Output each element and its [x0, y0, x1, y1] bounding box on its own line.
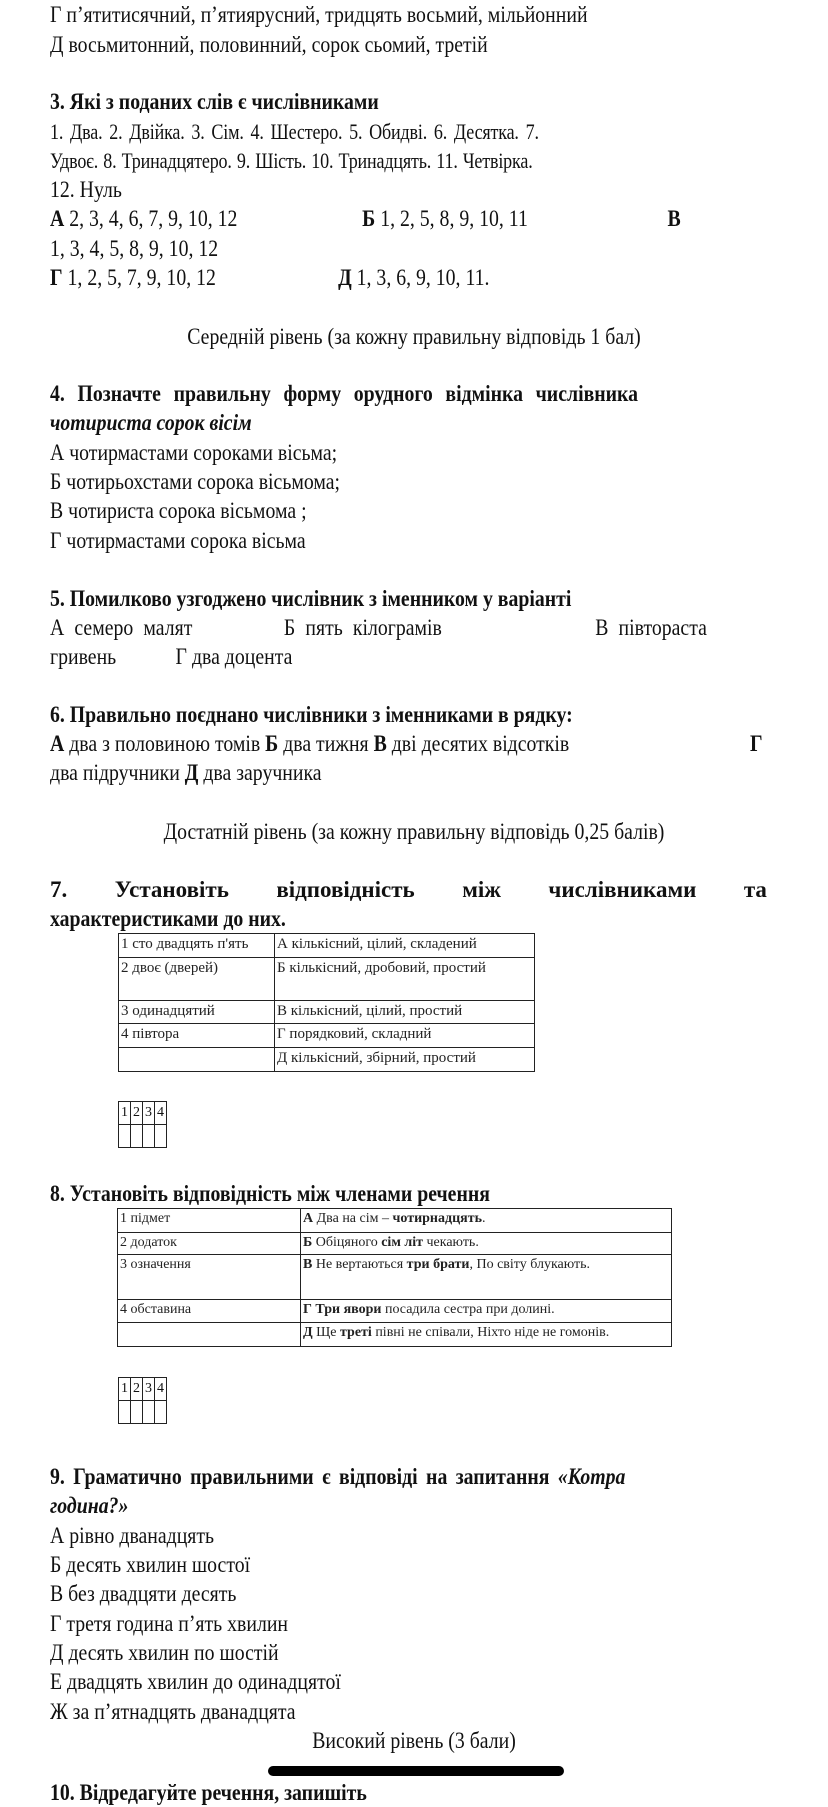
bold-fragment: чотирнадцять — [392, 1211, 482, 1226]
text-fragment: Обіцяного — [312, 1235, 382, 1250]
q7-right-cell: Д кількісний, збірний, простий — [275, 1048, 535, 1072]
table-row — [119, 958, 535, 1001]
bold-fragment: треті — [339, 1325, 372, 1340]
q3-words-line2: Удвоє. 8. Тринадцятеро. 9. Шість. 10. Тринадцять. 11. Четвірка. — [50, 148, 533, 173]
text-fragment: . — [482, 1211, 486, 1226]
q7-title-word: 7. — [50, 877, 68, 902]
q9-option-a: А рівно дванадцять — [50, 1523, 215, 1548]
q7-answer-grid — [118, 1101, 167, 1148]
table-row — [119, 1024, 535, 1048]
option-letter: Б — [265, 731, 279, 756]
q7-title-word: Установіть — [114, 877, 229, 902]
q4-title — [50, 379, 767, 408]
q7-title-word: числівниками — [548, 877, 697, 902]
q5-option-v — [595, 613, 707, 642]
q8-left-cell: 4 обставина — [118, 1300, 301, 1323]
bold-fragment: три брати — [406, 1257, 470, 1272]
q6-options-row2 — [50, 758, 667, 787]
q8-right-cell — [301, 1300, 672, 1323]
option-text: семеро малят — [74, 615, 193, 640]
q7-left-cell: 4 півтора — [119, 1024, 275, 1048]
option-letter: В — [373, 731, 387, 756]
q5-title: 5. Помилково узгоджено числівник з іменником у варіанті — [50, 586, 572, 611]
option-letter: Г — [50, 265, 63, 290]
q8-left-cell: 2 додаток — [118, 1233, 301, 1255]
grid-header-cell: 3 — [143, 1102, 155, 1125]
grid-answer-cell[interactable] — [119, 1401, 131, 1424]
q3-option-g — [50, 263, 216, 292]
q6-option-g: два підручники — [50, 760, 180, 785]
option-letter: А — [50, 731, 65, 756]
bold-fragment: В — [303, 1257, 313, 1272]
text-fragment: посадила сестра при долині. — [381, 1302, 555, 1317]
grid-header-cell: 2 — [131, 1378, 143, 1401]
bold-fragment: А — [303, 1211, 314, 1226]
q7-right-cell: А кількісний, цілий, складений — [275, 934, 535, 958]
option-letter: Г — [50, 2, 62, 27]
option-letter: Д — [338, 265, 352, 290]
table-row — [118, 1255, 672, 1300]
q7-matching-table — [118, 933, 535, 1072]
option-text: 1, 2, 5, 8, 9, 10, 11 — [380, 206, 528, 231]
q7-left-cell — [119, 1048, 275, 1072]
option-letter: В — [667, 206, 681, 231]
q8-right-cell — [301, 1233, 672, 1255]
q6-option-b: два тижня — [283, 731, 369, 756]
q9-question-cont: година?» — [50, 1493, 129, 1518]
option-text: 2, 3, 4, 6, 7, 9, 10, 12 — [69, 206, 238, 231]
q8-right-cell — [301, 1323, 672, 1347]
option-letter: А — [50, 206, 65, 231]
grid-header-cell: 2 — [131, 1102, 143, 1125]
q3-option-a — [50, 204, 237, 233]
grid-answer-cell[interactable] — [155, 1401, 167, 1424]
text-fragment: , По світу блукають. — [469, 1257, 591, 1272]
bold-fragment: Г Три явори — [303, 1302, 382, 1317]
q7-title-line2: характеристиками до них. — [50, 906, 286, 931]
option-text: восьмитонний, половинний, сорок сьомий, третій — [68, 32, 488, 57]
text-fragment: Два на сім – — [313, 1211, 393, 1226]
q9-question: «Котра — [557, 1464, 626, 1489]
q7-title-word: та — [743, 877, 767, 902]
table-row — [118, 1233, 672, 1255]
q7-right-cell: Г порядковий, складний — [275, 1024, 535, 1048]
grid-header-cell: 4 — [155, 1378, 167, 1401]
grid-answer-cell[interactable] — [119, 1125, 131, 1148]
q5-option-g — [176, 642, 293, 671]
option-text: п’ятитисячний, п’ятиярусний, тридцять восьмий, мільйонний — [66, 2, 588, 27]
q7-title-word: відповідність — [276, 877, 415, 902]
grid-answer-cell[interactable] — [143, 1401, 155, 1424]
q9-option-b: Б десять хвилин шостої — [50, 1552, 251, 1577]
q5-option-a — [50, 613, 192, 642]
option-letter: Д — [50, 32, 64, 57]
q6-options-row1 — [50, 729, 767, 758]
level-sufficient-heading: Достатній рівень (за кожну правильну відповідь 0,25 балів) — [163, 819, 665, 844]
q7-title-line1 — [50, 875, 767, 904]
q3-option-v-text: 1, 3, 4, 5, 8, 9, 10, 12 — [50, 236, 219, 261]
option-text: півтораста — [618, 615, 707, 640]
q3-words-line3: 12. Нуль — [50, 177, 122, 202]
q9-title — [50, 1462, 767, 1491]
q9-title-text: 9. Граматично правильними є відповіді на запитання — [50, 1464, 558, 1489]
q6-option-v: дві десятих відсотків — [391, 731, 570, 756]
q6-option-a: два з половиною томів — [69, 731, 261, 756]
text-fragment: чекають. — [422, 1235, 479, 1250]
q9-option-d: Д десять хвилин по шостій — [50, 1640, 279, 1665]
q3-option-v-letter — [667, 204, 680, 233]
option-text: 1, 3, 6, 9, 10, 11. — [356, 265, 490, 290]
q3-words-line1: 1. Два. 2. Двійка. 3. Сім. 4. Шестеро. 5. Обидві. 6. Десятка. 7. — [50, 119, 539, 144]
q8-left-cell: 1 підмет — [118, 1209, 301, 1233]
q7-left-cell: 1 сто двадцять п'ять — [119, 934, 275, 958]
q7-left-cell: 2 двоє (дверей) — [119, 958, 275, 1001]
q6-title: 6. Правильно поєднано числівники з іменниками в рядку: — [50, 702, 573, 727]
q8-left-cell — [118, 1323, 301, 1347]
q9-option-v: В без двадцяти десять — [50, 1581, 237, 1606]
bold-fragment: Д — [303, 1325, 313, 1340]
option-text: два доцента — [191, 644, 293, 669]
grid-answer-cell[interactable] — [143, 1125, 155, 1148]
q4-option-b: Б чотирьохстами сорока вісьмома; — [50, 469, 341, 494]
grid-answer-cell[interactable] — [155, 1125, 167, 1148]
text-fragment: Ще — [312, 1325, 340, 1340]
grid-header-cell: 1 — [119, 1102, 131, 1125]
q8-left-cell: 3 означення — [118, 1255, 301, 1300]
q8-matching-table — [117, 1208, 672, 1347]
option-letter: В — [595, 615, 609, 640]
bold-fragment: сім літ — [381, 1235, 423, 1250]
q6-option-d: два заручника — [203, 760, 322, 785]
option-letter: Б — [283, 615, 296, 640]
grid-header-cell: 4 — [155, 1102, 167, 1125]
q8-right-cell — [301, 1209, 672, 1233]
option-letter: Г — [750, 731, 763, 756]
table-row — [119, 1001, 535, 1024]
table-row — [118, 1323, 672, 1347]
q9-option-e: Е двадцять хвилин до одинадцятої — [50, 1669, 341, 1694]
q9-option-g: Г третя година п’ять хвилин — [50, 1611, 289, 1636]
level-medium-heading: Середній рівень (за кожну правильну відповідь 1 бал) — [187, 324, 641, 349]
q2-option-g — [50, 0, 667, 29]
q4-option-g: Г чотирмастами сорока вісьма — [50, 528, 306, 553]
option-text: 1, 2, 5, 7, 9, 10, 12 — [67, 265, 216, 290]
q3-title: 3. Які з поданих слів є числівниками — [50, 89, 379, 114]
grid-answer-cell[interactable] — [131, 1125, 143, 1148]
text-fragment: півні не співали, Ніхто ніде не гомонів. — [371, 1325, 610, 1340]
q8-title: 8. Установіть відповідність між членами речення — [50, 1181, 490, 1206]
table-row — [119, 934, 535, 958]
q3-option-b — [362, 204, 528, 233]
option-letter: А — [50, 615, 65, 640]
grid-header-cell: 1 — [119, 1378, 131, 1401]
option-letter: Г — [175, 644, 187, 669]
q4-title-text: 4. Позначте правильну форму орудного відмінка числівника — [50, 381, 639, 406]
q8-right-cell — [301, 1255, 672, 1300]
q3-option-d — [338, 263, 489, 292]
table-row — [118, 1209, 672, 1233]
q8-answer-grid — [118, 1377, 167, 1424]
q2-option-d — [50, 30, 667, 59]
home-indicator[interactable] — [268, 1766, 564, 1776]
option-letter: Д — [184, 760, 199, 785]
q7-right-cell: В кількісний, цілий, простий — [275, 1001, 535, 1024]
q5-option-v-cont: гривень — [50, 644, 117, 669]
grid-answer-cell[interactable] — [131, 1401, 143, 1424]
q10-title: 10. Відредагуйте речення, запишіть — [50, 1780, 367, 1805]
table-row — [119, 1048, 535, 1072]
grid-header-cell: 3 — [143, 1378, 155, 1401]
q4-option-v: В чотириста сорока вісьмома ; — [50, 498, 307, 523]
q4-phrase: чотириста сорок вісім — [50, 410, 252, 435]
q5-option-b — [284, 613, 442, 642]
option-letter: Б — [362, 206, 376, 231]
q7-title-word: між — [462, 877, 501, 902]
q7-left-cell: 3 одинадцятий — [119, 1001, 275, 1024]
table-row — [118, 1300, 672, 1323]
q9-option-zh: Ж за п’ятнадцять дванадцята — [50, 1699, 296, 1724]
q7-right-cell: Б кількісний, дробовий, простий — [275, 958, 535, 1001]
q4-option-a: А чотирмастами сороками вісьма; — [50, 440, 338, 465]
level-high-heading: Високий рівень (3 бали) — [312, 1728, 516, 1753]
bold-fragment: Б — [303, 1235, 313, 1250]
option-text: пять кілограмів — [305, 615, 442, 640]
text-fragment: Не вертаються — [312, 1257, 407, 1272]
